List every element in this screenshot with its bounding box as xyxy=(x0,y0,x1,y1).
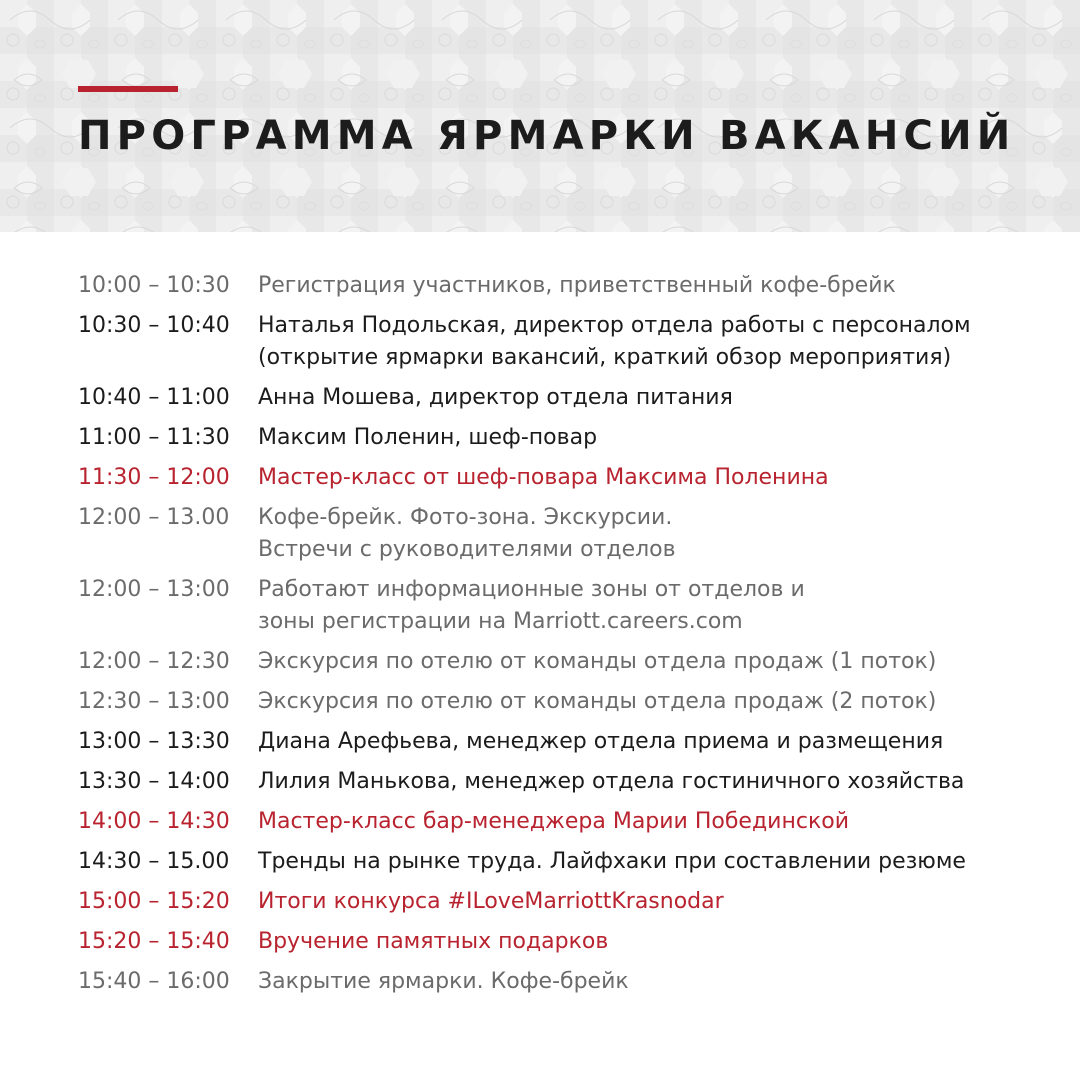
schedule-time: 12:00 – 13.00 xyxy=(78,505,230,530)
schedule-description xyxy=(258,846,1068,878)
schedule-description xyxy=(258,966,1068,998)
schedule-description-line: Регистрация участников, приветственный кофе-брейк xyxy=(258,273,896,298)
schedule-time: 13:00 – 13:30 xyxy=(78,729,230,754)
schedule-description xyxy=(258,766,1068,798)
schedule-description xyxy=(258,574,1068,638)
schedule-time: 10:00 – 10:30 xyxy=(78,273,230,298)
schedule-time: 11:00 – 11:30 xyxy=(78,425,230,450)
schedule-time: 14:00 – 14:30 xyxy=(78,809,230,834)
schedule-description-line: Экскурсия по отелю от команды отдела продаж (2 поток) xyxy=(258,689,937,714)
schedule-time: 11:30 – 12:00 xyxy=(78,465,230,490)
schedule-row xyxy=(78,966,1068,998)
schedule-row xyxy=(78,270,1068,302)
schedule-description-line: Мастер-класс бар-менеджера Марии Побединской xyxy=(258,809,849,834)
schedule-description-line: Вручение памятных подарков xyxy=(258,929,609,954)
schedule-time: 10:40 – 11:00 xyxy=(78,385,230,410)
schedule-description-line: Анна Мошева, директор отдела питания xyxy=(258,385,733,410)
schedule-description xyxy=(258,926,1068,958)
schedule-description xyxy=(258,382,1068,414)
schedule-row xyxy=(78,766,1068,798)
schedule-description-line: (открытие ярмарки вакансий, краткий обзор мероприятия) xyxy=(258,345,952,370)
schedule-time: 15:00 – 15:20 xyxy=(78,889,230,914)
schedule-description-line: Максим Поленин, шеф-повар xyxy=(258,425,598,450)
schedule-row xyxy=(78,574,1068,638)
schedule-description-line: Кофе-брейк. Фото-зона. Экскурсии. xyxy=(258,505,673,530)
schedule-time: 14:30 – 15.00 xyxy=(78,849,230,874)
schedule-description-line: Диана Арефьева, менеджер отдела приема и размещения xyxy=(258,729,944,754)
schedule-row xyxy=(78,382,1068,414)
schedule-row xyxy=(78,646,1068,678)
schedule-description xyxy=(258,502,1068,566)
schedule-row xyxy=(78,502,1068,566)
schedule-row xyxy=(78,806,1068,838)
schedule-description-line: Встречи с руководителями отделов xyxy=(258,537,676,562)
schedule-row xyxy=(78,310,1068,374)
schedule-description-line: зоны регистрации на Marriott.careers.com xyxy=(258,609,743,634)
schedule-time: 15:40 – 16:00 xyxy=(78,969,230,994)
schedule-description xyxy=(258,310,1068,374)
schedule-description xyxy=(258,646,1068,678)
schedule-description-line: Мастер-класс от шеф-повара Максима Поленина xyxy=(258,465,829,490)
header-banner xyxy=(0,0,1080,232)
schedule-row xyxy=(78,462,1068,494)
schedule-time: 12:00 – 12:30 xyxy=(78,649,230,674)
schedule-row xyxy=(78,422,1068,454)
schedule-time: 10:30 – 10:40 xyxy=(78,313,230,338)
schedule-row xyxy=(78,926,1068,958)
schedule-description xyxy=(258,886,1068,918)
schedule-time: 12:30 – 13:00 xyxy=(78,689,230,714)
schedule-row xyxy=(78,726,1068,758)
schedule-time: 12:00 – 13:00 xyxy=(78,577,230,602)
schedule-description-line: Экскурсия по отелю от команды отдела продаж (1 поток) xyxy=(258,649,937,674)
accent-bar xyxy=(78,86,178,92)
schedule-description-line: Тренды на рынке труда. Лайфхаки при составлении резюме xyxy=(258,849,966,874)
schedule-row xyxy=(78,886,1068,918)
schedule-row xyxy=(78,846,1068,878)
schedule-description xyxy=(258,806,1068,838)
schedule-description xyxy=(258,462,1068,494)
schedule-description xyxy=(258,270,1068,302)
schedule-description xyxy=(258,686,1068,718)
schedule-row xyxy=(78,686,1068,718)
schedule-list xyxy=(78,270,1068,1006)
schedule-description-line: Работают информационные зоны от отделов и xyxy=(258,577,805,602)
schedule-description-line: Закрытие ярмарки. Кофе-брейк xyxy=(258,969,629,994)
schedule-description xyxy=(258,422,1068,454)
schedule-description-line: Лилия Манькова, менеджер отдела гостиничного хозяйства xyxy=(258,769,965,794)
schedule-description-line: Наталья Подольская, директор отдела работы с персоналом xyxy=(258,313,971,338)
schedule-description xyxy=(258,726,1068,758)
schedule-time: 13:30 – 14:00 xyxy=(78,769,230,794)
schedule-description-line: Итоги конкурса #ILoveMarriottKrasnodar xyxy=(258,889,724,914)
page-title: ПРОГРАММА ЯРМАРКИ ВАКАНСИЙ xyxy=(78,113,1016,159)
schedule-time: 15:20 – 15:40 xyxy=(78,929,230,954)
